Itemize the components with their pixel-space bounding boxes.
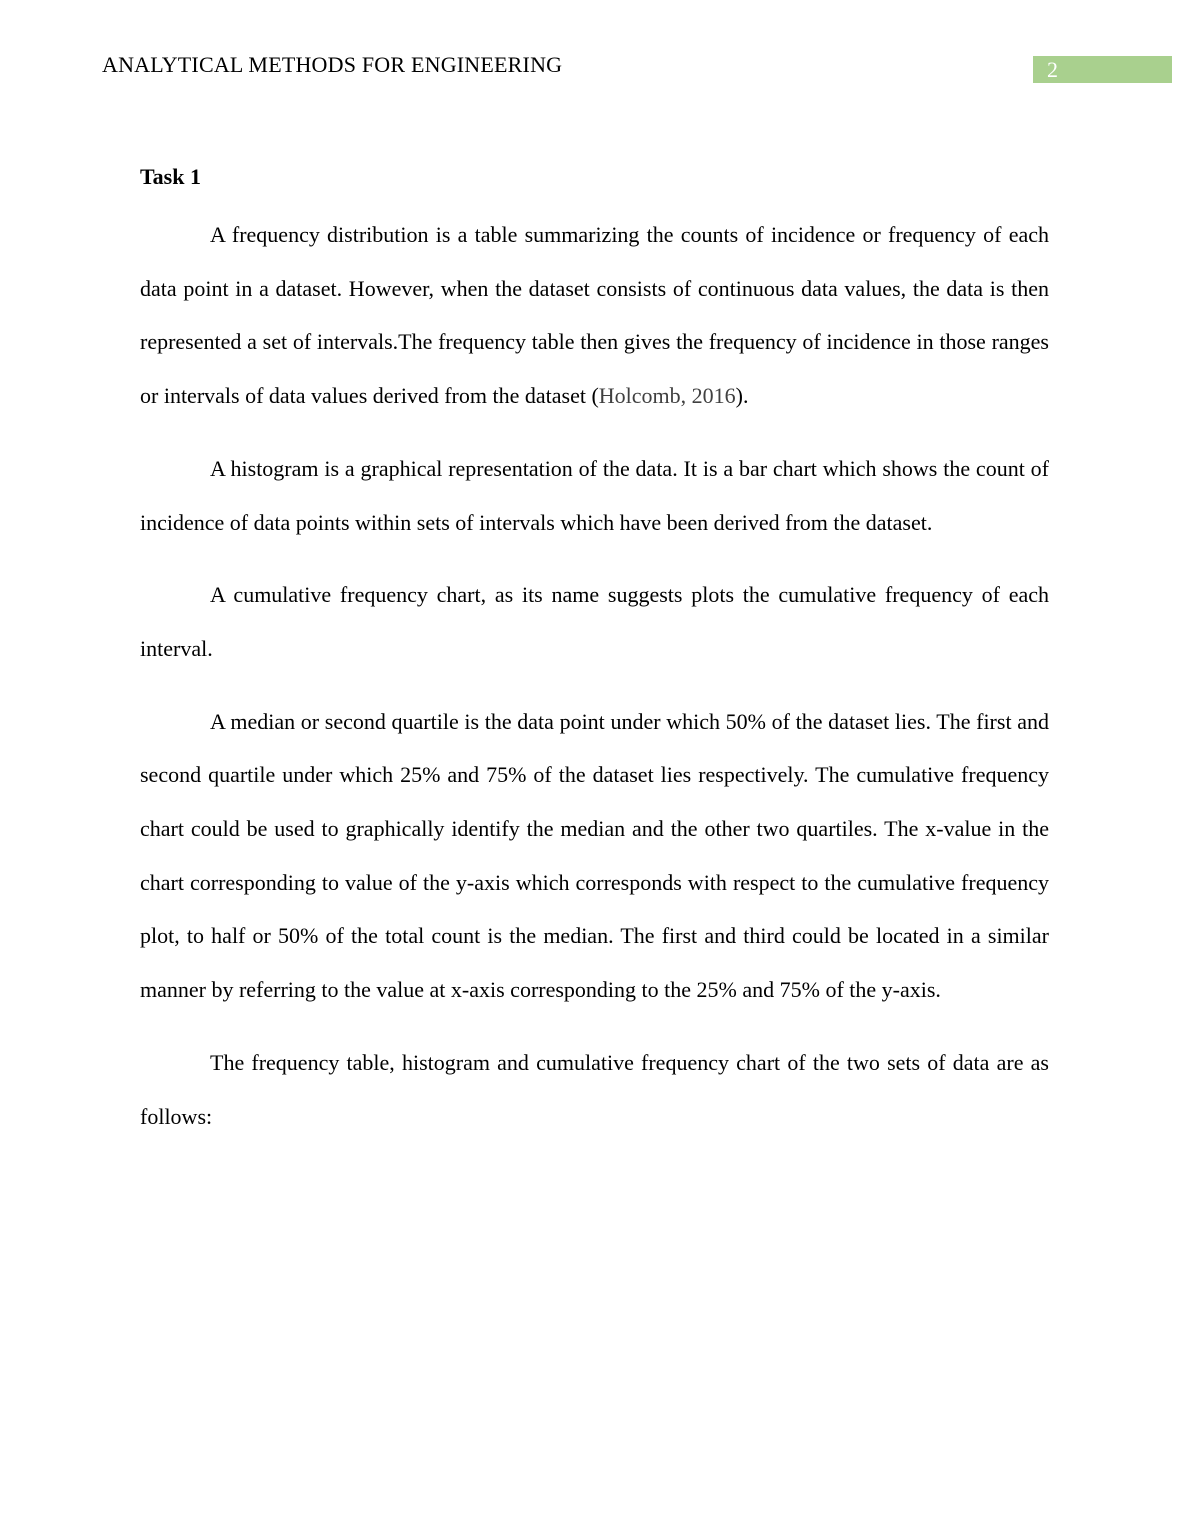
paragraph-histogram: A histogram is a graphical representation of the data. It is a bar chart which shows the count of incidence of data points within sets of intervals which have been derived from the dataset. bbox=[140, 455, 1049, 535]
paragraph-text: ). bbox=[735, 383, 749, 409]
document-body bbox=[140, 162, 1049, 1162]
citation: Holcomb, 2016 bbox=[598, 383, 736, 409]
running-head: ANALYTICAL METHODS FOR ENGINEERING bbox=[102, 52, 563, 77]
paragraph-cumulative-frequency: A cumulative frequency chart, as its name suggests plots the cumulative frequency of each interval. bbox=[140, 582, 1049, 661]
page-number: 2 bbox=[1047, 57, 1058, 82]
page-number-box bbox=[1033, 56, 1172, 83]
section-heading: Task 1 bbox=[140, 164, 201, 189]
paragraph-median-quartiles: A median or second quartile is the data point under which 50% of the dataset lies. The first and second quartile under which 25% and 75% of the dataset lies respectively. The cumulative frequency chart could be used to graphically identify the median and the other two quartiles. The x-value in the chart corresponding to value of the y-axis which corresponds with respect to the cumulative frequency plot, to half or 50% of the total count is the median. The first and third could be located in a similar manner by referring to the value at x-axis corresponding to the 25% and 75% of the y-axis. bbox=[140, 708, 1049, 1003]
paragraph-intro-tables: The frequency table, histogram and cumulative frequency chart of the two sets of data are as follows: bbox=[140, 1049, 1049, 1129]
paragraph-text: A frequency distribution is a table summarizing the counts of incidence or frequency of each data point in a dataset. However, when the dataset consists of continuous data values, the data is then represented a set of intervals.The frequency table then gives the frequency of incidence in those ranges or intervals of data values derived from the dataset ( bbox=[140, 222, 1049, 409]
paragraph-frequency-distribution bbox=[140, 208, 1049, 423]
